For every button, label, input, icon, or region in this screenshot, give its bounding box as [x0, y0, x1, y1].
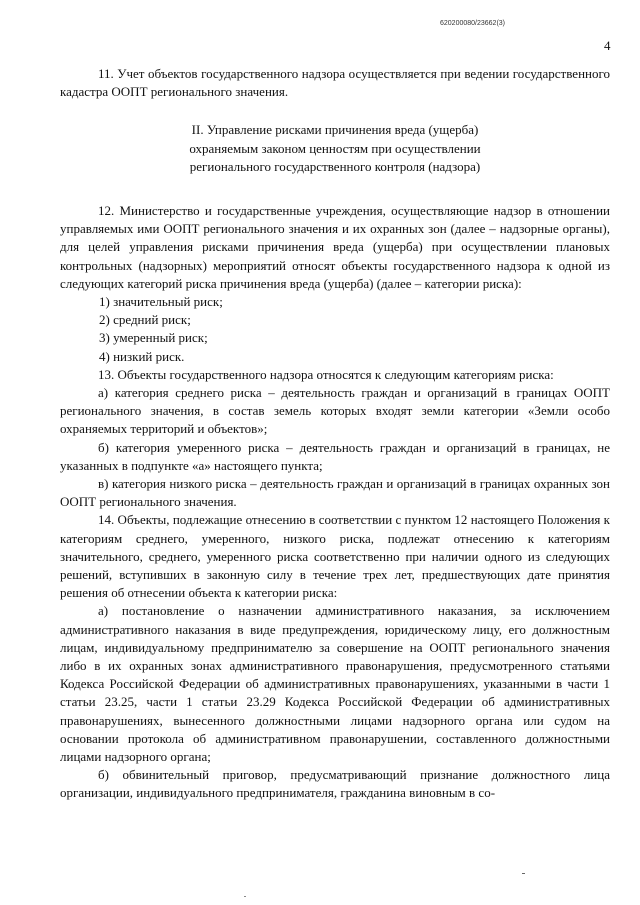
paragraph-13-v: в) категория низкого риска – деятельность граждан и организаций в границах охранных зон ООПТ регионального значения. [60, 475, 610, 510]
section-heading [60, 121, 610, 177]
paragraph-13: 13. Объекты государственного надзора относятся к следующим категориям риска: [98, 366, 554, 382]
paragraph-14: 14. Объекты, подлежащие отнесению в соответствии с пунктом 12 настоящего Положения к категориям среднего, умеренного, низкого риска, подлежат отнесению к категориям значительного, среднего, умеренного риска соответственно при наличии одного из следующих решений, вступивших в законную силу в течение трех лет, предшествующих дате принятия решения об отнесении объекта к категории риска: [60, 512, 610, 601]
risk-list-item-3: 3) умеренный риск; [99, 330, 208, 346]
section-heading-line-3: регионального государственного контроля (надзора) [189, 159, 481, 175]
risk-list-item-4: 4) низкий риск. [99, 348, 185, 364]
page-number: 4 [604, 38, 611, 53]
document-body [60, 65, 610, 803]
scan-mark [244, 896, 246, 897]
document-id: 620200080/23662(3) [440, 20, 506, 27]
section-heading-line-2: охраняемым законом ценностям при осуществлении [189, 140, 481, 156]
paragraph-14-a: а) постановление о назначении административного наказания, за исключением административного наказания в виде предупреждения, юридическому лицу, его должностным лицам, индивидуальному предпринимателю за совершение на ООПТ регионального значения либо в их охранных зонах административного правонарушения, предусмотренного статьями Кодекса Российской Федерации об административных правонарушениях, указанными в части 1 статьи 23.25, части 1 статьи 23.29 Кодекса Российской Федерации об административных правонарушениях, вынесенного должностными лицами надзорного органа или судом на основании протокола об административном правонарушении, составленного должностными лицами надзорного органа; [60, 603, 610, 764]
scan-mark [522, 873, 525, 874]
paragraph-13-b: б) категория умеренного риска – деятельность граждан и организаций в границах, не указанных в подпункте «а» настоящего пункта; [60, 439, 610, 473]
risk-list-item-1: 1) значительный риск; [99, 293, 223, 309]
paragraph-14-b: б) обвинительный приговор, предусматривающий признание должностного лица организации, индивидуального предпринимателя, гражданина виновным в со- [60, 767, 610, 801]
paragraph-12: 12. Министерство и государственные учреждения, осуществляющие надзор в отношении управляемых ими ООПТ регионального значения и их охранных зон (далее – надзорные органы), для целей управления рисками причинения вреда (ущерба) при осуществлении плановых контрольных (надзорных) мероприятий относят объекты государственного надзора к одной из следующих категорий риска причинения вреда (ущерба) (далее – категории риска): [60, 202, 610, 291]
section-heading-line-1: II. Управление рисками причинения вреда (ущерба) [191, 122, 479, 138]
risk-list-item-2: 2) средний риск; [99, 312, 191, 328]
paragraph-11: 11. Учет объектов государственного надзора осуществляется при ведении государственного кадастра ООПТ регионального значения. [60, 66, 610, 100]
paragraph-13-a: а) категория среднего риска – деятельность граждан и организаций в границах ООПТ регионального значения, в состав земель которых входят земли категории «Земли особо охраняемых территорий и объектов»; [60, 384, 610, 437]
